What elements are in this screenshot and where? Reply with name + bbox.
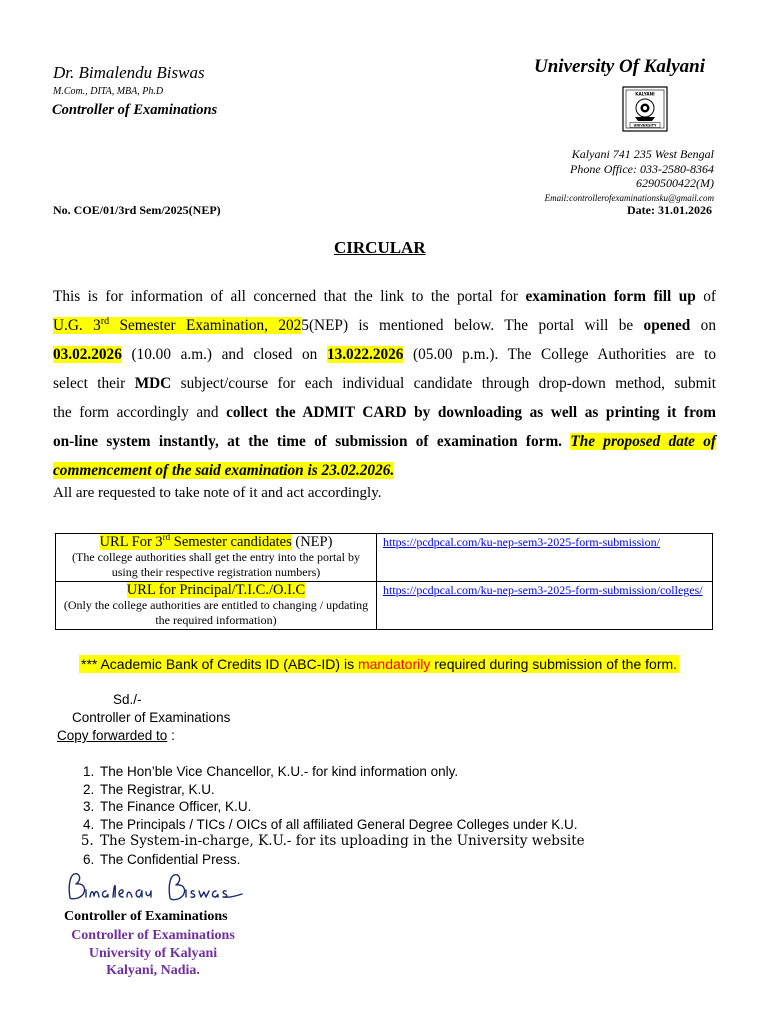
body-line-5: the form accordingly and collect the ADMIT CARD by downloading as well as printing it from xyxy=(53,404,716,421)
abc-id-notice: *** Academic Bank of Credits ID (ABC-ID) is mandatorily required during submission of the form. xyxy=(81,656,678,672)
mobile-number: 6290500422(M) xyxy=(636,176,714,190)
row-label: URL for Principal/T.I.C./O.I.C xyxy=(126,582,306,598)
reference-number: No. COE/01/3rd Sem/2025(NEP) xyxy=(53,203,221,217)
circular-title: CIRCULAR xyxy=(334,238,426,257)
phone-office: Phone Office: 033-2580-8364 xyxy=(570,161,714,176)
closing-note: All are requested to take note of it and act accordingly. xyxy=(53,485,382,501)
body-line-7: commencement of the said examination is 23.02.2026. xyxy=(53,462,395,479)
copy-forwarded-heading: Copy forwarded to : xyxy=(57,728,175,743)
url-link-cell xyxy=(377,582,713,630)
body-line-3: 03.02.2026 (10.00 a.m.) and closed on 13.022.2026 (05.00 p.m.). The College Authorities are to xyxy=(53,346,716,363)
college-portal-link[interactable]: https://pcdpcal.com/ku-nep-sem3-2025-form-submission/colleges/ xyxy=(383,583,703,597)
table-row xyxy=(56,534,713,582)
signoff-controller: Controller of Examinations xyxy=(72,710,231,725)
logo-bottom-text: UNIVERSITY xyxy=(633,123,657,128)
url-table xyxy=(55,533,713,630)
row-note: (Only the college authorities are entitled to changing / updating the required information) xyxy=(63,598,369,627)
stamp-line: University of Kalyani xyxy=(88,945,218,961)
url-label-cell xyxy=(56,582,377,630)
address-line: Kalyani 741 235 West Bengal xyxy=(571,147,714,161)
row-note: (The college authorities shall get the entry into the portal by using their respective registration numbers) xyxy=(72,550,360,579)
list-item: 2. The Registrar, K.U. xyxy=(98,781,585,799)
stamp-line: Kalyani, Nadia. xyxy=(106,963,200,978)
body-line-6: on-line system instantly, at the time of submission of examination form. The proposed date of xyxy=(53,433,716,450)
university-logo xyxy=(622,86,668,132)
body-line-2: U.G. 3rd Semester Examination, 2025(NEP) is mentioned below. The portal will be opened on xyxy=(53,315,716,334)
signatory-title: Controller of Examinations xyxy=(64,909,228,924)
official-stamp xyxy=(64,927,242,980)
list-item: 5. The System-in-charge, K.U.- for its uploading in the University website xyxy=(98,833,585,851)
list-item: 6. The Confidential Press. xyxy=(98,851,585,869)
recipients-list xyxy=(76,763,585,868)
handwritten-signature xyxy=(64,868,248,910)
officer-name: Dr. Bimalendu Biswas xyxy=(53,63,205,82)
semester-form-link[interactable]: https://pcdpcal.com/ku-nep-sem3-2025-form-submission/ xyxy=(383,535,660,549)
list-item: 1. The Hon’ble Vice Chancellor, K.U.- for kind information only. xyxy=(98,763,585,781)
body-line-1: This is for information of all concerned that the link to the portal for examination form fill up of xyxy=(53,288,716,305)
circular-date: Date: 31.01.2026 xyxy=(627,203,712,217)
url-link-cell xyxy=(377,534,713,582)
body-line-4: select their MDC subject/course for each individual candidate through drop-down method, submit xyxy=(53,375,716,392)
officer-designation: Controller of Examinations xyxy=(52,102,218,118)
url-label-cell: URL For 3rd Semester candidates (NEP) (The college authorities shall get the entry into the portal by using their respective registration numbers) xyxy=(56,534,377,582)
address-block xyxy=(545,147,714,205)
signed-marker: Sd./- xyxy=(113,692,142,707)
email-address: Email:controllerofexaminationsku@gmail.com xyxy=(544,192,714,203)
stamp-line: Controller of Examinations xyxy=(71,928,235,943)
table-row xyxy=(56,582,713,630)
list-item: 3. The Finance Officer, K.U. xyxy=(98,798,585,816)
logo-top-text: KALYANI xyxy=(635,91,655,97)
circular-body xyxy=(53,282,716,485)
list-item: 4. The Principals / TICs / OICs of all affiliated General Degree Colleges under K.U. xyxy=(98,816,585,834)
officer-qualifications: M.Com., DITA, MBA, Ph.D xyxy=(53,86,164,97)
row-label: URL For 3rd Semester candidates xyxy=(99,532,292,550)
university-name: University Of Kalyani xyxy=(534,56,705,77)
